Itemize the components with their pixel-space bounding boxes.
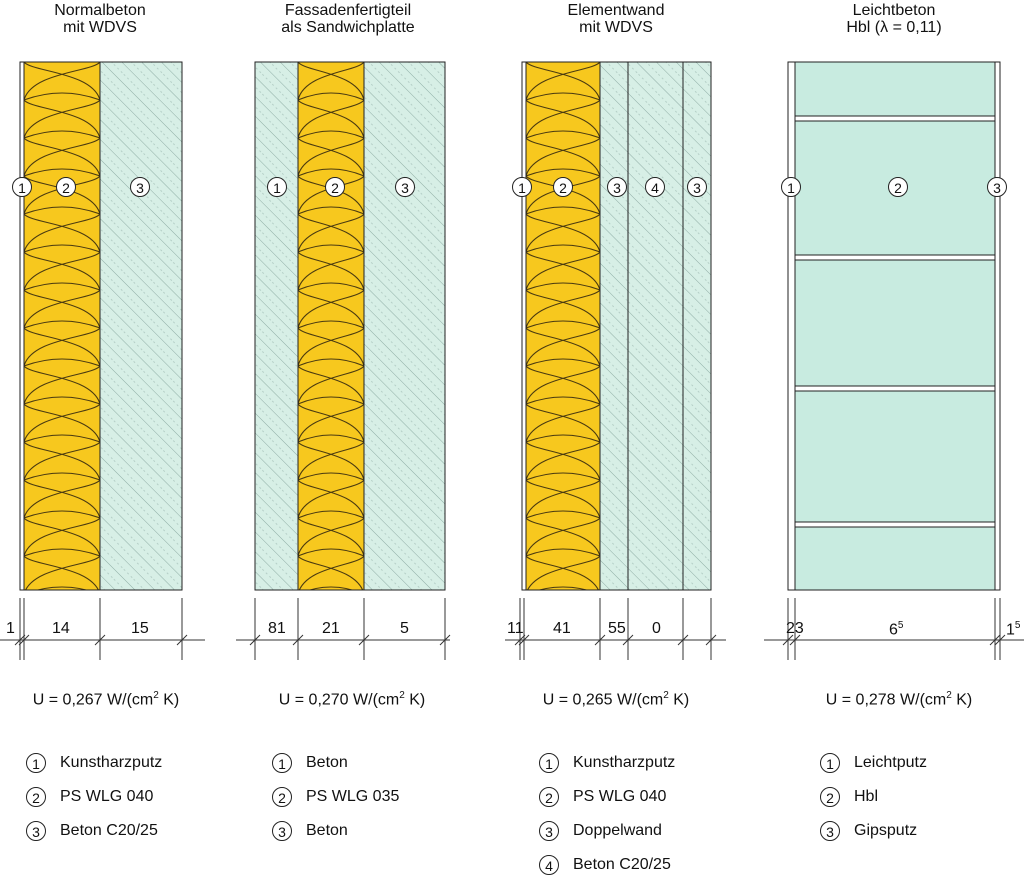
layer-marker-2-2: 2 <box>325 177 345 197</box>
panel-1-dim-3: 15 <box>131 620 149 637</box>
legend-label: Hbl <box>854 788 879 805</box>
legend-number: 1 <box>820 753 840 773</box>
panel-2-dim-2: 21 <box>322 620 340 637</box>
panel-4-dim-2-sup: 5 <box>897 620 904 631</box>
legend-item-3-2 <box>539 786 666 808</box>
layer-marker-2-3: 3 <box>395 177 415 197</box>
panel-4-dim-3-main: 1 <box>1006 621 1015 639</box>
layer-marker-1-2: 2 <box>56 177 76 197</box>
panel-1-section <box>20 62 182 590</box>
legend-item-3-1 <box>539 752 675 774</box>
layer-marker-2-1: 1 <box>267 177 287 197</box>
legend-label: Kunstharzputz <box>60 754 163 771</box>
legend-label: Gipsputz <box>854 822 918 839</box>
panel-1-title <box>0 2 200 36</box>
layer-marker-3-1: 1 <box>512 177 532 197</box>
legend-number: 3 <box>26 821 46 841</box>
panel-3-u-value <box>496 690 736 709</box>
legend-item-2-1 <box>272 752 348 774</box>
panel-3-title <box>516 2 716 36</box>
panel-4-section <box>788 62 1000 590</box>
legend-label: Beton C20/25 <box>60 822 158 839</box>
legend-label: Beton C20/25 <box>573 856 671 873</box>
panel-4-u-value <box>779 690 1019 709</box>
panel-4-layer-blocks <box>795 62 995 590</box>
panel-1-layer-render <box>20 62 24 590</box>
legend-number: 2 <box>539 787 559 807</box>
u-value-exponent: 2 <box>399 690 405 701</box>
legend-item-4-2 <box>820 786 878 808</box>
legend-number: 3 <box>272 821 292 841</box>
layer-marker-4-1: 1 <box>781 177 801 197</box>
panel-3-dim-1: 11 <box>507 620 524 637</box>
panel-4-title-line1: Leichtbeton <box>852 2 936 19</box>
u-value-text: U = 0,267 W/(cm <box>32 691 154 709</box>
panel-1-title-line1: Normalbeton <box>54 2 146 19</box>
panel-4-title <box>794 2 994 36</box>
legend-item-3-4 <box>539 854 671 876</box>
legend-item-1-1 <box>26 752 162 774</box>
panel-3-layer-insulation <box>526 62 600 590</box>
panel-2-title-line1: Fassadenfertigteil <box>284 2 412 19</box>
u-value-unit: K) <box>404 691 426 709</box>
u-value-exponent: 2 <box>946 690 952 701</box>
layer-marker-1-3: 3 <box>130 177 150 197</box>
legend-label: Doppelwand <box>573 822 662 839</box>
legend-number: 3 <box>539 821 559 841</box>
legend-number: 1 <box>26 753 46 773</box>
panel-3-dim-3: 55 <box>608 620 626 637</box>
panel-3-dim-4: 0 <box>652 620 661 637</box>
u-value-unit: K) <box>951 691 973 709</box>
legend-item-1-3 <box>26 820 158 842</box>
panel-4-dim-3-sup: 5 <box>1014 620 1021 631</box>
panel-3-title-line2: mit WDVS <box>579 19 653 36</box>
layer-marker-3-3: 3 <box>607 177 627 197</box>
layer-marker-4-2: 2 <box>888 177 908 197</box>
panel-3-layer-shell-inner <box>683 62 711 590</box>
u-value-text: U = 0,265 W/(cm <box>542 691 664 709</box>
legend-number: 4 <box>539 855 559 875</box>
panel-3-section <box>522 62 711 590</box>
panel-3-layer-core <box>628 62 683 590</box>
legend-number: 3 <box>820 821 840 841</box>
panel-1-u-value <box>0 690 226 709</box>
panel-3-layer-shell-outer <box>600 62 628 590</box>
panel-4-layer-plaster <box>995 62 1000 590</box>
legend-label: PS WLG 040 <box>573 788 667 805</box>
legend-label: PS WLG 040 <box>60 788 154 805</box>
legend-label: Leichtputz <box>854 754 927 771</box>
panel-4-dim-1: 23 <box>786 620 804 637</box>
panel-3-title-line1: Elementwand <box>567 2 665 19</box>
layer-marker-3-5: 3 <box>687 177 707 197</box>
legend-label: Beton <box>306 822 348 839</box>
u-value-exponent: 2 <box>153 690 159 701</box>
legend-number: 2 <box>26 787 46 807</box>
panel-2-u-value <box>232 690 472 709</box>
panel-1-layer-concrete <box>100 62 182 590</box>
panel-2-dim-1: 81 <box>268 620 286 637</box>
panel-3-dim-2: 41 <box>553 620 571 637</box>
panel-2-dim-3: 5 <box>400 620 409 637</box>
panel-2-title-line2: als Sandwichplatte <box>281 19 415 36</box>
legend-number: 1 <box>272 753 292 773</box>
panel-2-layer-concrete-outer <box>255 62 298 590</box>
layer-marker-3-2: 2 <box>553 177 573 197</box>
legend-item-4-1 <box>820 752 927 774</box>
panel-4-dim-3 <box>1006 620 1020 639</box>
legend-item-4-3 <box>820 820 917 842</box>
panel-2-title <box>248 2 448 36</box>
layer-marker-4-3: 3 <box>987 177 1007 197</box>
panel-1-dim-1: 1 <box>6 620 15 637</box>
panel-4-layer-render <box>788 62 795 590</box>
u-value-unit: K) <box>158 691 180 709</box>
legend-item-1-2 <box>26 786 153 808</box>
legend-number: 2 <box>272 787 292 807</box>
panel-4-dim-2-main: 6 <box>889 621 898 639</box>
u-value-exponent: 2 <box>663 690 669 701</box>
legend-label: Kunstharzputz <box>573 754 676 771</box>
legend-label: Beton <box>306 754 348 771</box>
legend-item-3-3 <box>539 820 662 842</box>
legend-item-2-2 <box>272 786 399 808</box>
legend-number: 1 <box>539 753 559 773</box>
panel-1-title-line2: mit WDVS <box>63 19 137 36</box>
panel-2-section <box>255 62 445 590</box>
layer-marker-1-1: 1 <box>12 177 32 197</box>
panel-1-layer-insulation <box>24 62 100 590</box>
u-value-unit: K) <box>668 691 690 709</box>
layer-marker-3-4: 4 <box>645 177 665 197</box>
legend-label: PS WLG 035 <box>306 788 400 805</box>
panel-4-title-line2: Hbl (λ = 0,11) <box>846 19 942 36</box>
panel-1-dim-2: 14 <box>52 620 70 637</box>
u-value-text: U = 0,270 W/(cm <box>278 691 400 709</box>
panel-4-dim-2 <box>889 620 903 639</box>
panel-2-layer-insulation <box>298 62 364 590</box>
legend-item-2-3 <box>272 820 348 842</box>
panel-2-layer-concrete-inner <box>364 62 445 590</box>
u-value-text: U = 0,278 W/(cm <box>825 691 947 709</box>
legend-number: 2 <box>820 787 840 807</box>
panel-3-layer-render <box>522 62 526 590</box>
